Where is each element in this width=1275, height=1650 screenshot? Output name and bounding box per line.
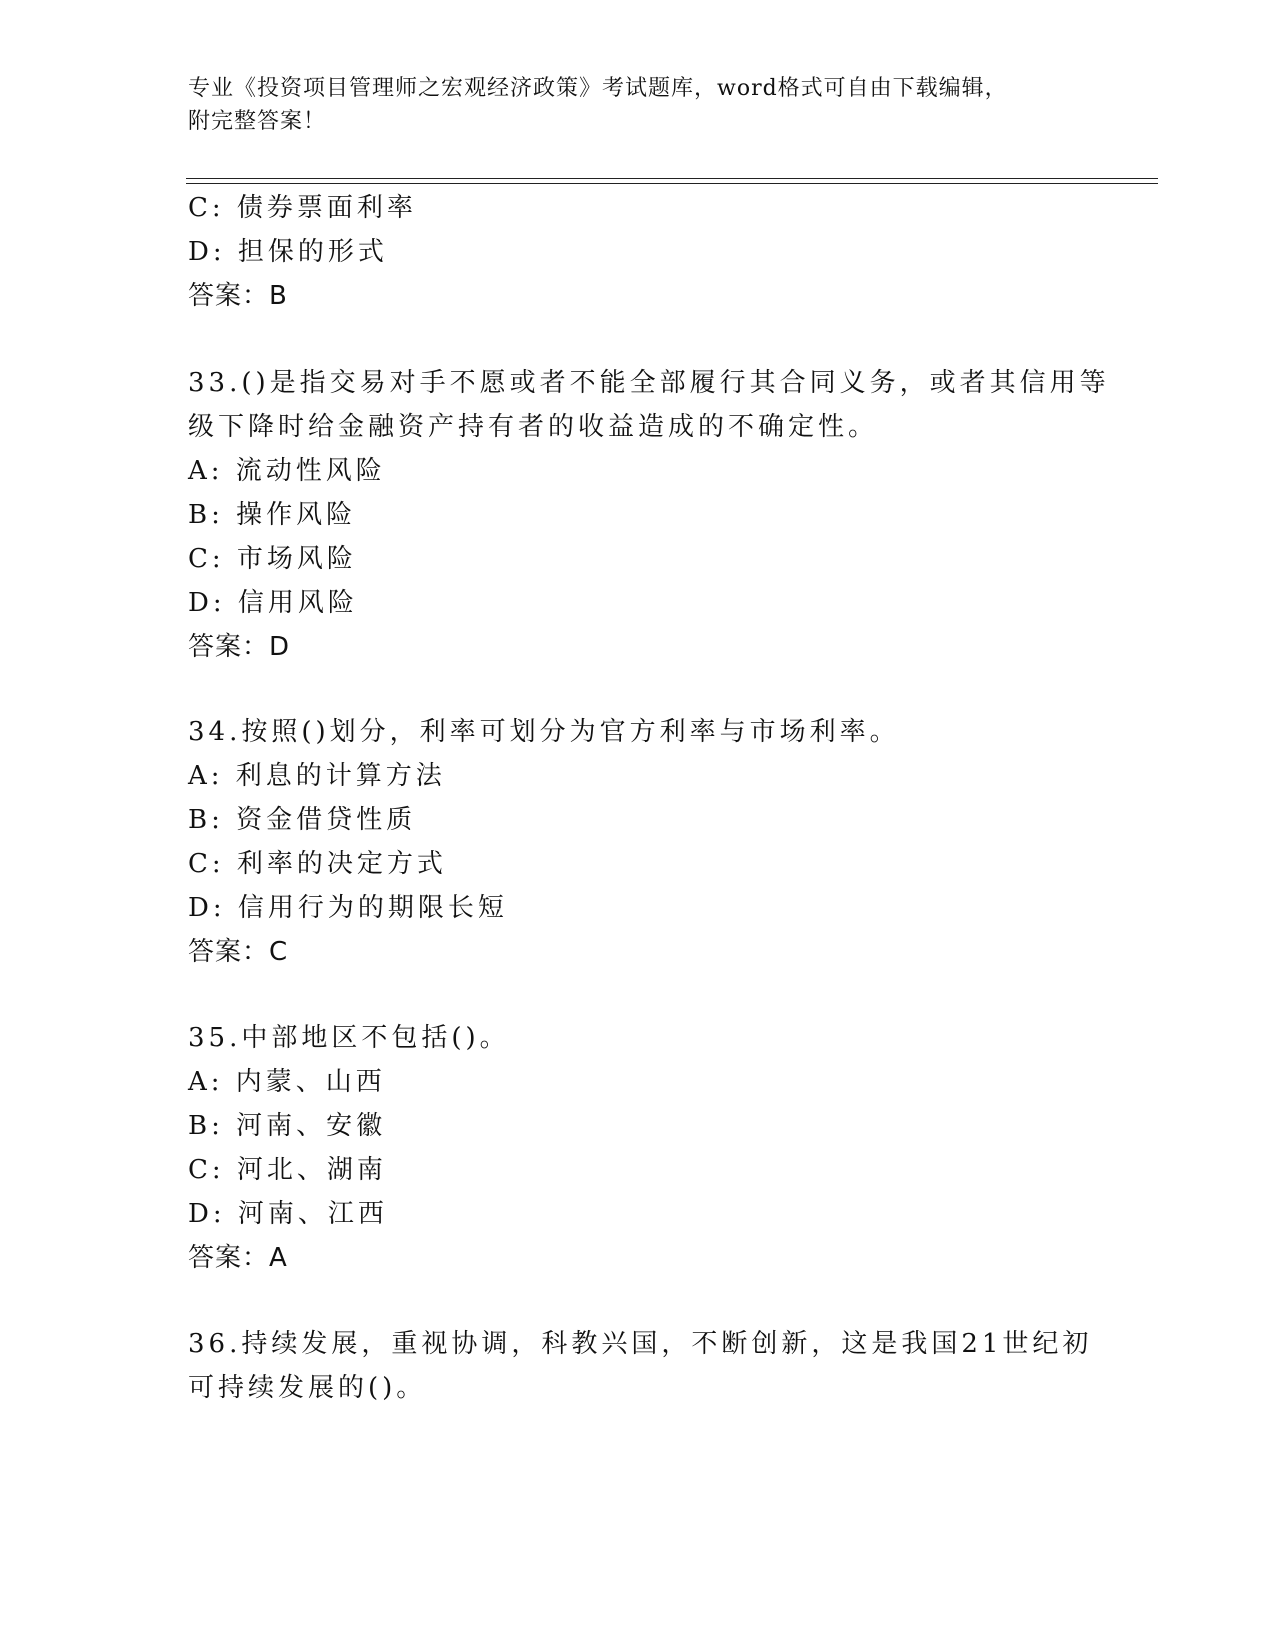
q34-option-c: C: 利率的决定方式 bbox=[188, 849, 447, 879]
q33-option-a: A: 流动性风险 bbox=[188, 456, 386, 486]
q35-option-c: C: 河北、湖南 bbox=[188, 1155, 387, 1185]
q33-option-d: D: 信用风险 bbox=[188, 588, 358, 618]
q33-option-b: B: 操作风险 bbox=[188, 500, 357, 530]
header-line-1: 专业《投资项目管理师之宏观经济政策》考试题库，word格式可自由下载编辑， bbox=[188, 76, 1008, 101]
header-divider-bottom bbox=[186, 183, 1158, 184]
q35-answer: 答案：A bbox=[188, 1243, 288, 1273]
q35-option-b: B: 河南、安徽 bbox=[188, 1111, 387, 1141]
q34-option-a: A: 利息的计算方法 bbox=[188, 761, 446, 791]
q35-option-a: A: 内蒙、山西 bbox=[188, 1067, 386, 1097]
q34-option-b: B: 资金借贷性质 bbox=[188, 805, 417, 835]
q35-stem-line-1: 35.中部地区不包括()。 bbox=[188, 1023, 510, 1053]
q32-option-d: D: 担保的形式 bbox=[188, 237, 388, 267]
q32-answer: 答案：B bbox=[188, 281, 288, 311]
q32-option-c: C: 债券票面利率 bbox=[188, 193, 417, 223]
q33-stem-line-2: 级下降时给金融资产持有者的收益造成的不确定性。 bbox=[188, 412, 879, 442]
q33-stem-line-1: 33.()是指交易对手不愿或者不能全部履行其合同义务，或者其信用等 bbox=[188, 368, 1110, 398]
q33-answer: 答案：D bbox=[188, 632, 291, 662]
q36-stem-line-1: 36.持续发展，重视协调，科教兴国，不断创新，这是我国21世纪初 bbox=[188, 1329, 1093, 1359]
header-divider-top bbox=[186, 178, 1158, 179]
q34-option-d: D: 信用行为的期限长短 bbox=[188, 893, 508, 923]
q34-stem-line-1: 34.按照()划分，利率可划分为官方利率与市场利率。 bbox=[188, 717, 900, 747]
q33-option-c: C: 市场风险 bbox=[188, 544, 357, 574]
header-line-2: 附完整答案！ bbox=[188, 109, 327, 134]
q34-answer: 答案：C bbox=[188, 937, 289, 967]
q35-option-d: D: 河南、江西 bbox=[188, 1199, 388, 1229]
document-header bbox=[188, 72, 1088, 138]
q36-stem-line-2: 可持续发展的()。 bbox=[188, 1373, 427, 1403]
